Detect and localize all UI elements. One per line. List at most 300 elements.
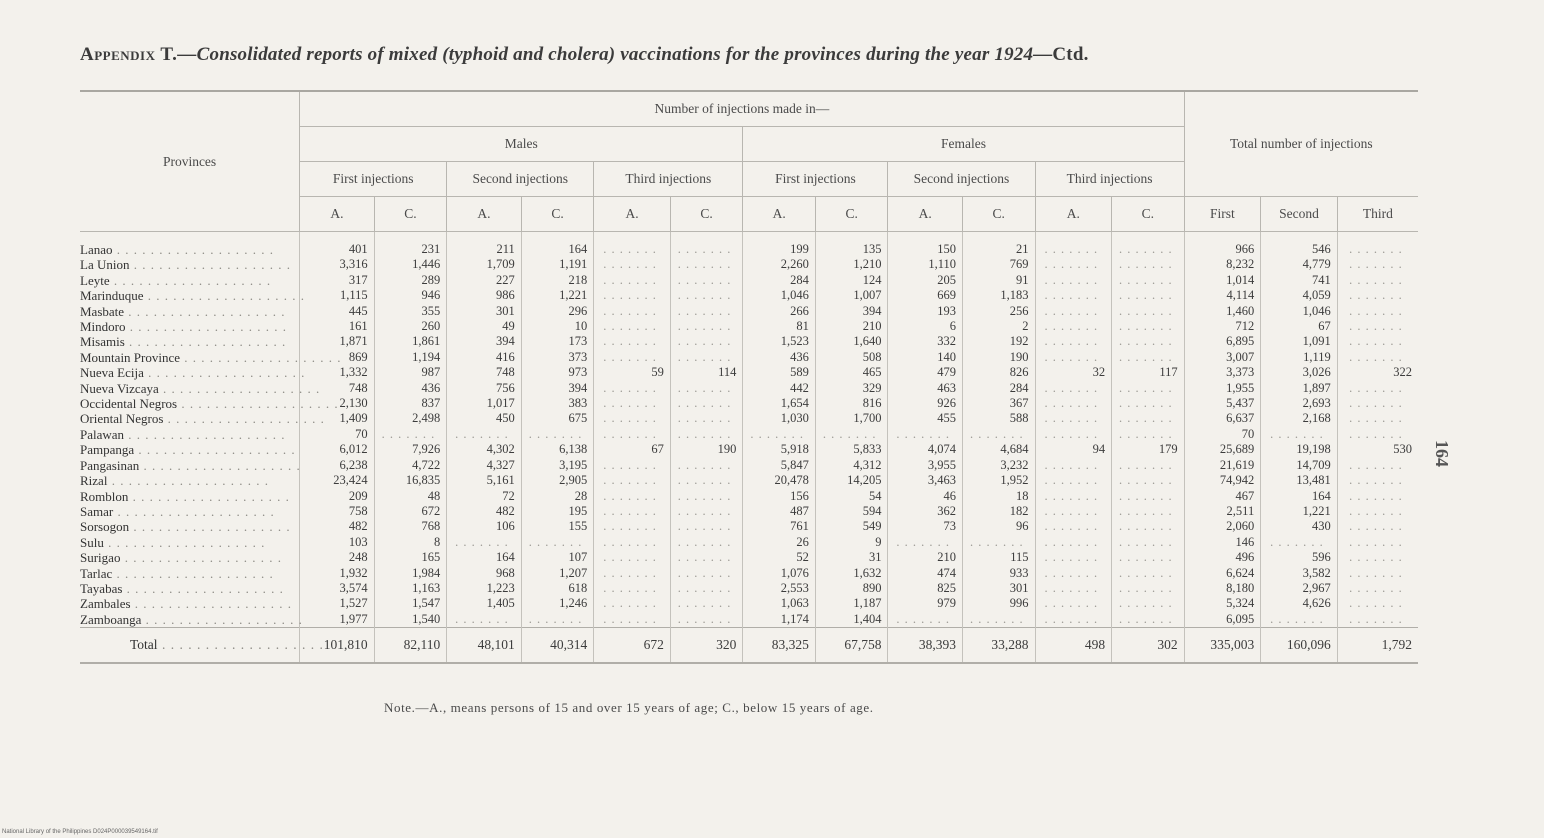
footnote: Note.—A., means persons of 15 and over 15 years of age; C., below 15 years of age. — [384, 700, 874, 715]
province-name: Sorsogon — [80, 519, 130, 535]
value-cell: 825 — [888, 581, 963, 596]
value-cell: 195 — [521, 504, 594, 519]
value-cell: 373 — [521, 350, 594, 365]
value-cell: 83,325 — [743, 628, 816, 664]
value-cell: 394 — [815, 304, 888, 319]
table-row — [80, 232, 1418, 258]
value-cell: 74,942 — [1184, 473, 1261, 488]
leader-dots: . . . . . . . . . . . . . . . . . . . — [124, 334, 287, 350]
col-a-header: A. — [743, 197, 816, 232]
value-cell: 3,232 — [962, 458, 1035, 473]
value-cell: 59 — [594, 365, 671, 380]
value-cell: 5,437 — [1184, 396, 1261, 411]
leader-dots: . . . . . . . . . . . . . . . . . . . — [107, 473, 269, 489]
value-cell: 1,932 — [300, 566, 375, 581]
value-cell: . . . . . . . — [1112, 473, 1185, 488]
col-a-header: A. — [888, 197, 963, 232]
females-third-header: Third injections — [1035, 162, 1184, 197]
value-cell: 2,168 — [1261, 411, 1338, 426]
value-cell: . . . . . . . — [1112, 504, 1185, 519]
value-cell: . . . . . . . — [670, 288, 743, 303]
value-cell: . . . . . . . — [1035, 596, 1112, 611]
table-body — [80, 232, 1418, 664]
value-cell: . . . . . . . — [594, 319, 671, 334]
value-cell: . . . . . . . — [447, 612, 522, 628]
value-cell: 761 — [743, 519, 816, 534]
value-cell: 5,918 — [743, 442, 816, 457]
value-cell: 8,232 — [1184, 257, 1261, 272]
value-cell: 1,174 — [743, 612, 816, 628]
leader-dots: . . . . . . . . . . . . . . . . . . . — [122, 580, 284, 596]
value-cell: . . . . . . . — [1112, 550, 1185, 565]
value-cell: 672 — [374, 504, 447, 519]
females-header: Females — [743, 127, 1184, 162]
value-cell: . . . . . . . — [447, 535, 522, 550]
scan-footer: National Library of the Philippines D024P000039549164.tif — [2, 829, 158, 835]
value-cell: 4,626 — [1261, 596, 1338, 611]
value-cell: 160,096 — [1261, 628, 1338, 664]
value-cell: 6 — [888, 319, 963, 334]
value-cell: 465 — [815, 365, 888, 380]
value-cell: 1,523 — [743, 334, 816, 349]
value-cell: 96 — [962, 519, 1035, 534]
value-cell: 320 — [670, 628, 743, 664]
value-cell: . . . . . . . — [594, 350, 671, 365]
value-cell: 416 — [447, 350, 522, 365]
value-cell: . . . . . . . — [1337, 232, 1418, 258]
value-cell: 5,324 — [1184, 596, 1261, 611]
value-cell: 1,191 — [521, 257, 594, 272]
females-first-header: First injections — [743, 162, 888, 197]
value-cell: 430 — [1261, 519, 1338, 534]
value-cell: . . . . . . . — [594, 612, 671, 628]
value-cell: 445 — [300, 304, 375, 319]
value-cell: 1,527 — [300, 596, 375, 611]
value-cell: . . . . . . . — [888, 612, 963, 628]
value-cell: . . . . . . . — [1337, 612, 1418, 628]
value-cell: 4,114 — [1184, 288, 1261, 303]
leader-dots: . . . . . . . . . . . . . . . . . . . — [143, 288, 306, 304]
value-cell: . . . . . . . — [670, 396, 743, 411]
value-cell: 756 — [447, 381, 522, 396]
value-cell: 91 — [962, 273, 1035, 288]
value-cell: 996 — [962, 596, 1035, 611]
value-cell: . . . . . . . — [1261, 535, 1338, 550]
table-row — [80, 612, 1418, 628]
value-cell: . . . . . . . — [1035, 319, 1112, 334]
table-row — [80, 273, 1418, 288]
value-cell: 5,161 — [447, 473, 522, 488]
value-cell: 6,238 — [300, 458, 375, 473]
province-cell — [80, 304, 300, 319]
value-cell: . . . . . . . — [1112, 535, 1185, 550]
value-cell: 401 — [300, 232, 375, 258]
value-cell: . . . . . . . — [1112, 257, 1185, 272]
col-a-header: A. — [447, 197, 522, 232]
value-cell: 6,624 — [1184, 566, 1261, 581]
value-cell: 2,130 — [300, 396, 375, 411]
value-cell: 394 — [521, 381, 594, 396]
value-cell: . . . . . . . — [1035, 232, 1112, 258]
value-cell: . . . . . . . — [1035, 304, 1112, 319]
value-cell: 20,478 — [743, 473, 816, 488]
value-cell: . . . . . . . — [1337, 334, 1418, 349]
value-cell: . . . . . . . — [594, 334, 671, 349]
table-row — [80, 519, 1418, 534]
value-cell: 508 — [815, 350, 888, 365]
value-cell: 33,288 — [962, 628, 1035, 664]
value-cell: . . . . . . . — [1337, 350, 1418, 365]
leader-dots: . . . . . . . . . . . . . . . . . . . — [125, 319, 287, 335]
value-cell: . . . . . . . — [1337, 504, 1418, 519]
value-cell: 498 — [1035, 628, 1112, 664]
value-cell: 1,030 — [743, 411, 816, 426]
value-cell: 2,967 — [1261, 581, 1338, 596]
value-cell: . . . . . . . — [594, 381, 671, 396]
col-c-header: C. — [962, 197, 1035, 232]
province-name: Zamboanga — [80, 611, 142, 627]
value-cell: 926 — [888, 396, 963, 411]
title-text: —Consolidated reports of mixed (typhoid and cholera) vaccinations for the provinces during the year 1924 — [177, 44, 1034, 65]
table-row — [80, 581, 1418, 596]
value-cell: . . . . . . . — [1112, 396, 1185, 411]
leader-dots: . . . . . . . . . . . . . . . . . . . — [128, 488, 290, 504]
value-cell: 4,312 — [815, 458, 888, 473]
leader-dots: . . . . . . . . . . . . . . . . . . . — [103, 534, 266, 550]
value-cell: 146 — [1184, 535, 1261, 550]
value-cell: . . . . . . . — [1337, 319, 1418, 334]
table-row — [80, 396, 1418, 411]
province-name: Rizal — [80, 473, 108, 489]
value-cell: 9 — [815, 535, 888, 550]
value-cell: . . . . . . . — [888, 427, 963, 442]
value-cell: 14,709 — [1261, 458, 1338, 473]
value-cell: 67 — [1261, 319, 1338, 334]
value-cell: . . . . . . . — [670, 612, 743, 628]
value-cell: 973 — [521, 365, 594, 380]
value-cell: 4,722 — [374, 458, 447, 473]
value-cell: . . . . . . . — [670, 489, 743, 504]
value-cell: . . . . . . . — [1112, 334, 1185, 349]
leader-dots: . . . . . . . . . . . . . . . . . . . — [141, 611, 303, 627]
value-cell: . . . . . . . — [670, 458, 743, 473]
value-cell: 530 — [1337, 442, 1418, 457]
value-cell: . . . . . . . — [1035, 535, 1112, 550]
province-name: Mountain Province — [80, 349, 181, 365]
value-cell: 1,332 — [300, 365, 375, 380]
value-cell: 1,207 — [521, 566, 594, 581]
value-cell: 3,955 — [888, 458, 963, 473]
value-cell: . . . . . . . — [1035, 381, 1112, 396]
value-cell: . . . . . . . — [1035, 550, 1112, 565]
value-cell: 5,847 — [743, 458, 816, 473]
province-name: Sulu — [80, 534, 104, 550]
value-cell: 81 — [743, 319, 816, 334]
value-cell: . . . . . . . — [1112, 566, 1185, 581]
value-cell: 164 — [1261, 489, 1338, 504]
value-cell: 82,110 — [374, 628, 447, 664]
value-cell: 8,180 — [1184, 581, 1261, 596]
value-cell: 38,393 — [888, 628, 963, 664]
value-cell: . . . . . . . — [1337, 566, 1418, 581]
leader-dots: . . . . . . . . . . . . . . . . . . . — [112, 242, 274, 257]
value-cell: . . . . . . . — [594, 396, 671, 411]
value-cell: 1,460 — [1184, 304, 1261, 319]
value-cell: . . . . . . . — [670, 519, 743, 534]
value-cell: 117 — [1112, 365, 1185, 380]
value-cell: 3,574 — [300, 581, 375, 596]
table-row — [80, 596, 1418, 611]
value-cell: 1,404 — [815, 612, 888, 628]
province-cell — [80, 232, 300, 258]
value-cell: . . . . . . . — [670, 535, 743, 550]
value-cell: . . . . . . . — [594, 411, 671, 426]
value-cell: 3,007 — [1184, 350, 1261, 365]
value-cell: 1,210 — [815, 257, 888, 272]
value-cell: 26 — [743, 535, 816, 550]
value-cell: 3,463 — [888, 473, 963, 488]
males-third-header: Third injections — [594, 162, 743, 197]
province-cell — [80, 550, 300, 565]
value-cell: 256 — [962, 304, 1035, 319]
page-number: 164 — [1432, 440, 1452, 467]
table-row — [80, 288, 1418, 303]
value-cell: 986 — [447, 288, 522, 303]
table-row — [80, 257, 1418, 272]
value-cell: . . . . . . . — [1337, 411, 1418, 426]
province-name: Nueva Vizcaya — [80, 380, 159, 396]
value-cell: 496 — [1184, 550, 1261, 565]
value-cell: 107 — [521, 550, 594, 565]
value-cell: 2,905 — [521, 473, 594, 488]
value-cell: . . . . . . . — [815, 427, 888, 442]
males-header: Males — [300, 127, 743, 162]
value-cell: 332 — [888, 334, 963, 349]
value-cell: 436 — [374, 381, 447, 396]
value-cell: 1,409 — [300, 411, 375, 426]
value-cell: . . . . . . . — [594, 304, 671, 319]
value-cell: 10 — [521, 319, 594, 334]
value-cell: 1,046 — [1261, 304, 1338, 319]
value-cell: . . . . . . . — [670, 596, 743, 611]
province-name: Leyte — [80, 272, 110, 288]
value-cell: 669 — [888, 288, 963, 303]
value-cell: 6,637 — [1184, 411, 1261, 426]
value-cell: 32 — [1035, 365, 1112, 380]
value-cell: 748 — [300, 381, 375, 396]
value-cell: 618 — [521, 581, 594, 596]
province-cell — [80, 273, 300, 288]
table-row — [80, 381, 1418, 396]
value-cell: . . . . . . . — [670, 232, 743, 258]
value-cell: 837 — [374, 396, 447, 411]
leader-dots: . . . . . . . . . . . . . . . . . . . — [177, 396, 339, 412]
province-name: Total — [130, 637, 158, 653]
province-cell — [80, 504, 300, 519]
value-cell: 355 — [374, 304, 447, 319]
value-cell: 70 — [1184, 427, 1261, 442]
value-cell: . . . . . . . — [1112, 519, 1185, 534]
value-cell: . . . . . . . — [521, 612, 594, 628]
value-cell: . . . . . . . — [670, 257, 743, 272]
table-row — [80, 304, 1418, 319]
value-cell: 260 — [374, 319, 447, 334]
province-name: Mindoro — [80, 319, 126, 335]
value-cell: 73 — [888, 519, 963, 534]
value-cell: 482 — [447, 504, 522, 519]
value-cell: 3,026 — [1261, 365, 1338, 380]
value-cell: 140 — [888, 350, 963, 365]
value-cell: 6,095 — [1184, 612, 1261, 628]
value-cell: . . . . . . . — [1112, 489, 1185, 504]
value-cell: . . . . . . . — [1112, 319, 1185, 334]
value-cell: 1,076 — [743, 566, 816, 581]
value-cell: 3,316 — [300, 257, 375, 272]
value-cell: 67,758 — [815, 628, 888, 664]
value-cell: 335,003 — [1184, 628, 1261, 664]
province-cell — [80, 411, 325, 427]
value-cell: 8 — [374, 535, 447, 550]
value-cell: 3,373 — [1184, 365, 1261, 380]
value-cell: . . . . . . . — [1035, 504, 1112, 519]
value-cell: . . . . . . . — [1035, 257, 1112, 272]
value-cell: . . . . . . . — [1112, 612, 1185, 628]
province-cell — [80, 442, 300, 457]
province-name: Tayabas — [80, 580, 123, 596]
value-cell: 474 — [888, 566, 963, 581]
leader-dots: . . . . . . . . . . . . . . . . . . . — [163, 411, 325, 427]
value-cell: 741 — [1261, 273, 1338, 288]
province-cell — [80, 334, 300, 349]
value-cell: 135 — [815, 232, 888, 258]
value-cell: 329 — [815, 381, 888, 396]
value-cell: . . . . . . . — [1337, 519, 1418, 534]
value-cell: 1,405 — [447, 596, 522, 611]
value-cell: 124 — [815, 273, 888, 288]
value-cell: 54 — [815, 489, 888, 504]
value-cell: 193 — [888, 304, 963, 319]
vaccination-table — [80, 90, 1418, 664]
col-a-header: A. — [1035, 197, 1112, 232]
value-cell: . . . . . . . — [670, 273, 743, 288]
value-cell: . . . . . . . — [1035, 396, 1112, 411]
province-name: Pangasinan — [80, 457, 140, 473]
value-cell: 442 — [743, 381, 816, 396]
value-cell: . . . . . . . — [962, 612, 1035, 628]
value-cell: . . . . . . . — [1112, 381, 1185, 396]
leader-dots: . . . . . . . . . . . . . . . . . . . — [134, 442, 296, 458]
value-cell: 28 — [521, 489, 594, 504]
leader-dots: . . . . . . . . . . . . . . . . . . . — [120, 550, 282, 566]
value-cell: 596 — [1261, 550, 1338, 565]
value-cell: 31 — [815, 550, 888, 565]
total-third-header: Third — [1337, 197, 1418, 232]
value-cell: . . . . . . . — [1337, 473, 1418, 488]
value-cell: 52 — [743, 550, 816, 565]
value-cell: 209 — [300, 489, 375, 504]
value-cell: 72 — [447, 489, 522, 504]
value-cell: 933 — [962, 566, 1035, 581]
value-cell: 966 — [1184, 232, 1261, 258]
value-cell: . . . . . . . — [1112, 581, 1185, 596]
value-cell: 161 — [300, 319, 375, 334]
value-cell: 675 — [521, 411, 594, 426]
value-cell: . . . . . . . — [594, 288, 671, 303]
value-cell: . . . . . . . — [670, 504, 743, 519]
value-cell: 2,553 — [743, 581, 816, 596]
value-cell: 199 — [743, 232, 816, 258]
value-cell: 284 — [962, 381, 1035, 396]
value-cell: 25,689 — [1184, 442, 1261, 457]
value-cell: 67 — [594, 442, 671, 457]
value-cell: . . . . . . . — [1035, 489, 1112, 504]
value-cell: 1,163 — [374, 581, 447, 596]
value-cell: 463 — [888, 381, 963, 396]
value-cell: . . . . . . . — [1112, 596, 1185, 611]
value-cell: 487 — [743, 504, 816, 519]
value-cell: . . . . . . . — [374, 427, 447, 442]
col-c-header: C. — [815, 197, 888, 232]
value-cell: . . . . . . . — [594, 427, 671, 442]
value-cell: 23,424 — [300, 473, 375, 488]
value-cell: 46 — [888, 489, 963, 504]
province-cell — [80, 396, 339, 412]
value-cell: 7,926 — [374, 442, 447, 457]
table-row — [80, 535, 1418, 550]
province-name: Pampanga — [80, 442, 135, 458]
province-name: Palawan — [80, 426, 125, 442]
value-cell: . . . . . . . — [670, 566, 743, 581]
value-cell: . . . . . . . — [1112, 288, 1185, 303]
value-cell: 21,619 — [1184, 458, 1261, 473]
value-cell: 394 — [447, 334, 522, 349]
table-row — [80, 504, 1418, 519]
province-name: La Union — [80, 257, 130, 273]
table-row — [80, 334, 1418, 349]
value-cell: . . . . . . . — [670, 550, 743, 565]
value-cell: 19,198 — [1261, 442, 1338, 457]
total-first-header: First — [1184, 197, 1261, 232]
value-cell: . . . . . . . — [594, 566, 671, 581]
value-cell: 2 — [962, 319, 1035, 334]
value-cell: . . . . . . . — [1337, 535, 1418, 550]
province-cell — [80, 519, 300, 534]
value-cell: . . . . . . . — [594, 596, 671, 611]
col-a-header: A. — [300, 197, 375, 232]
value-cell: 266 — [743, 304, 816, 319]
page-title — [80, 44, 1440, 66]
value-cell: 4,684 — [962, 442, 1035, 457]
value-cell: 227 — [447, 273, 522, 288]
value-cell: . . . . . . . — [670, 411, 743, 426]
value-cell: 589 — [743, 365, 816, 380]
leader-dots: . . . . . . . . . . . . . . . . . . . — [130, 596, 293, 612]
value-cell: 301 — [447, 304, 522, 319]
table-row — [80, 319, 1418, 334]
value-cell: 546 — [1261, 232, 1338, 258]
leader-dots: . . . . . . . . . . . . . . . . . . . — [143, 365, 306, 381]
value-cell: . . . . . . . — [594, 473, 671, 488]
value-cell: 322 — [1337, 365, 1418, 380]
province-cell — [80, 581, 300, 596]
value-cell: . . . . . . . — [1337, 257, 1418, 272]
province-cell — [80, 458, 300, 473]
injections-header: Number of injections made in— — [300, 91, 1185, 127]
value-cell: 1,861 — [374, 334, 447, 349]
value-cell: . . . . . . . — [1112, 350, 1185, 365]
value-cell: 296 — [521, 304, 594, 319]
value-cell: 1,640 — [815, 334, 888, 349]
